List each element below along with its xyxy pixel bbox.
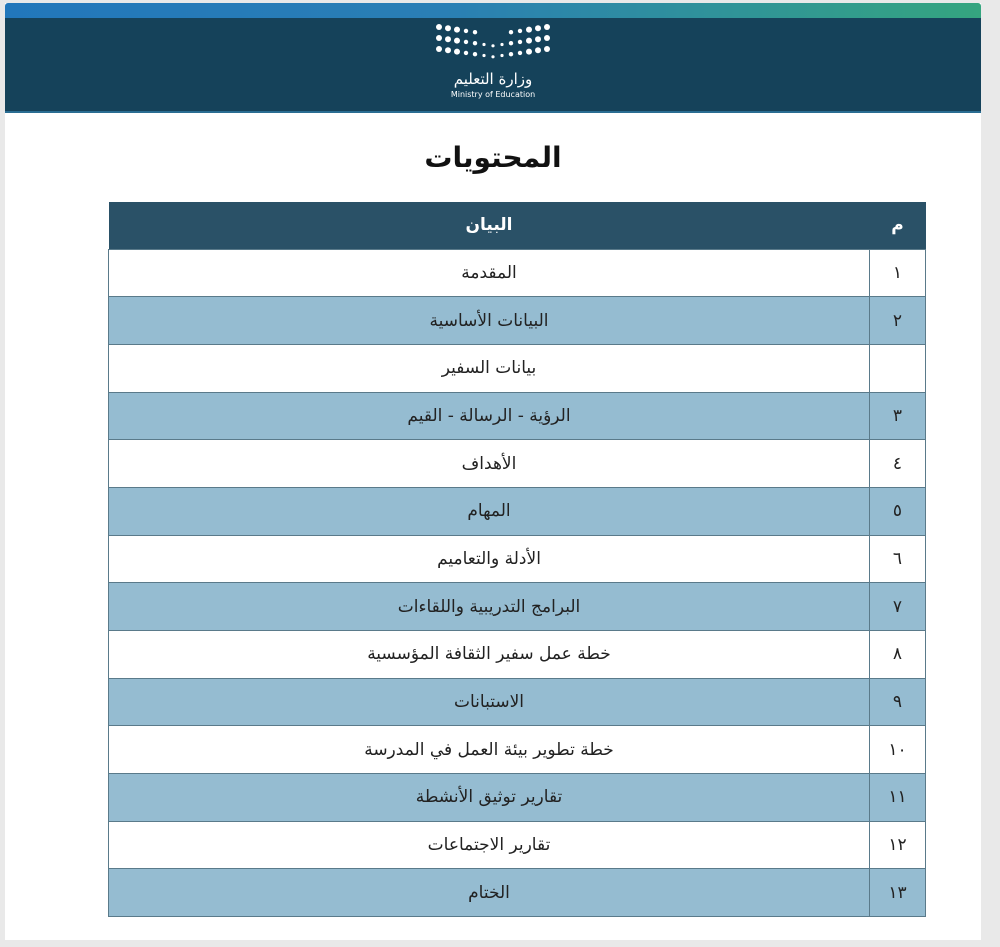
document-page — [5, 3, 981, 940]
table-row — [109, 297, 926, 345]
row-number: ١ — [870, 249, 926, 297]
row-item: الأدلة والتعاميم — [109, 535, 870, 583]
row-number: ٢ — [870, 297, 926, 345]
row-item: المهام — [109, 487, 870, 535]
table-row — [109, 726, 926, 774]
row-item: الاستبانات — [109, 678, 870, 726]
logo-dots-icon — [435, 22, 551, 60]
table-row — [109, 678, 926, 726]
row-item: الختام — [109, 869, 870, 917]
top-gradient-bar — [5, 3, 981, 18]
header-num: م — [870, 202, 926, 249]
row-item: الأهداف — [109, 440, 870, 488]
table-row — [109, 440, 926, 488]
row-item: المقدمة — [109, 249, 870, 297]
table-row — [109, 631, 926, 679]
row-number: ١٢ — [870, 821, 926, 869]
table-row — [109, 535, 926, 583]
contents-table — [108, 202, 926, 917]
logo-english-text: Ministry of Education — [450, 90, 536, 99]
row-item: خطة تطوير بيئة العمل في المدرسة — [109, 726, 870, 774]
row-number: ٩ — [870, 678, 926, 726]
logo-arabic-text: وزارة التعليم — [453, 70, 533, 88]
table-row — [109, 487, 926, 535]
row-item: البيانات الأساسية — [109, 297, 870, 345]
row-number: ١١ — [870, 774, 926, 822]
table-row — [109, 583, 926, 631]
row-item: خطة عمل سفير الثقافة المؤسسية — [109, 631, 870, 679]
row-item: تقارير توثيق الأنشطة — [109, 774, 870, 822]
row-item: تقارير الاجتماعات — [109, 821, 870, 869]
row-number: ٣ — [870, 392, 926, 440]
table-row — [109, 392, 926, 440]
header-band — [5, 18, 981, 113]
page-title: المحتويات — [424, 141, 562, 174]
row-item: البرامج التدريبية واللقاءات — [109, 583, 870, 631]
row-item: الرؤية - الرسالة - القيم — [109, 392, 870, 440]
table-row — [109, 249, 926, 297]
table-row — [109, 869, 926, 917]
table-header-row — [109, 202, 926, 249]
ministry-logo — [435, 22, 551, 99]
row-item: بيانات السفير — [109, 344, 870, 392]
row-number: ٧ — [870, 583, 926, 631]
header-item: البيان — [109, 202, 870, 249]
table-row — [109, 774, 926, 822]
table-row — [109, 344, 926, 392]
row-number: ٨ — [870, 631, 926, 679]
row-number: ٥ — [870, 487, 926, 535]
row-number: ١٣ — [870, 869, 926, 917]
row-number: ١٠ — [870, 726, 926, 774]
table-row — [109, 821, 926, 869]
row-number: ٤ — [870, 440, 926, 488]
row-number — [870, 344, 926, 392]
row-number: ٦ — [870, 535, 926, 583]
